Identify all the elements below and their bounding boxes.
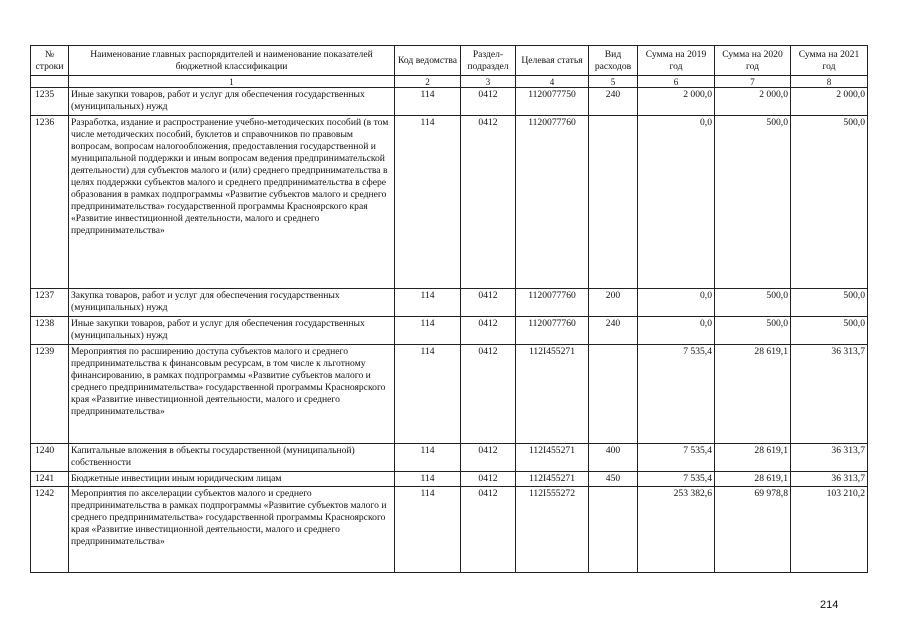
row-sum-2019: 0,0 [638, 116, 715, 289]
row-department-code: 114 [395, 444, 461, 472]
column-number: 5 [589, 76, 638, 88]
row-number: 1238 [31, 317, 69, 345]
row-expense-type: 240 [589, 88, 638, 116]
row-sum-2021: 103 210,2 [791, 487, 868, 573]
row-department-code: 114 [395, 116, 461, 289]
column-number: 3 [461, 76, 516, 88]
row-sum-2019: 0,0 [638, 317, 715, 345]
row-name: Мероприятия по акселерации субъектов малого и среднего предпринимательства в рамках подпрограммы «Развитие субъектов малого и среднего предпринимательства» государственной программы Красноярского края «Развитие инвестиционной деятельности, малого и среднего предпринимательства» [69, 487, 395, 573]
row-expense-type: 400 [589, 444, 638, 472]
row-section: 0412 [461, 345, 516, 444]
column-number: 4 [516, 76, 589, 88]
row-number: 1242 [31, 487, 69, 573]
row-expense-type: 240 [589, 317, 638, 345]
header-target-item: Целевая статья [516, 46, 589, 76]
row-section: 0412 [461, 444, 516, 472]
budget-table [30, 45, 868, 573]
row-number: 1237 [31, 289, 69, 317]
row-section: 0412 [461, 472, 516, 487]
row-sum-2019: 7 535,4 [638, 345, 715, 444]
row-sum-2020: 28 619,1 [715, 472, 791, 487]
row-sum-2020: 28 619,1 [715, 444, 791, 472]
column-number: 7 [715, 76, 791, 88]
row-expense-type: 200 [589, 289, 638, 317]
header-sum-2020: Сумма на 2020 год [715, 46, 791, 76]
row-department-code: 114 [395, 88, 461, 116]
column-number [31, 76, 69, 88]
row-sum-2021: 36 313,7 [791, 345, 868, 444]
row-sum-2020: 500,0 [715, 317, 791, 345]
row-number: 1235 [31, 88, 69, 116]
page-number: 214 [820, 599, 839, 611]
row-sum-2019: 2 000,0 [638, 88, 715, 116]
row-target-item: 1120077760 [516, 289, 589, 317]
header-sum-2021: Сумма на 2021 год [791, 46, 868, 76]
table-row [31, 317, 868, 345]
table-row [31, 88, 868, 116]
table-header-row [31, 46, 868, 76]
row-sum-2019: 253 382,6 [638, 487, 715, 573]
row-section: 0412 [461, 289, 516, 317]
header-row-number: № строки [31, 46, 69, 76]
row-number: 1241 [31, 472, 69, 487]
header-section: Раздел-подраздел [461, 46, 516, 76]
column-number: 8 [791, 76, 868, 88]
row-name: Закупка товаров, работ и услуг для обеспечения государственных (муниципальных) нужд [69, 289, 395, 317]
row-sum-2020: 500,0 [715, 289, 791, 317]
table-row [31, 487, 868, 573]
row-sum-2021: 500,0 [791, 116, 868, 289]
row-name: Мероприятия по расширению доступа субъектов малого и среднего предпринимательства к финансовым ресурсам, в том числе к льготному финансированию, в рамках подпрограммы «Развитие субъектов малого и среднего предпринимательства» государственной программы Красноярского края «Развитие инвестиционной деятельности, малого и среднего предпринимательства» [69, 345, 395, 444]
row-number: 1240 [31, 444, 69, 472]
row-name: Иные закупки товаров, работ и услуг для обеспечения государственных (муниципальных) нужд [69, 317, 395, 345]
row-name: Разработка, издание и распространение учебно-методических пособий (в том числе методических пособий, буклетов и справочников по правовым вопросам, вопросам налогообложения, предоставления государственной и муниципальной поддержки и иным вопросам ведения предпринимательской деятельности) для субъектов малого и (или) среднего предпринимательства в целях поддержки субъектов малого и среднего предпринимательства в сфере образования в рамках подпрограммы «Развитие субъектов малого и среднего предпринимательства» государственной программы Красноярского края «Развитие инвестиционной деятельности, малого и среднего предпринимательства» [69, 116, 395, 289]
column-number: 2 [395, 76, 461, 88]
row-target-item: 112I555272 [516, 487, 589, 573]
column-number: 1 [69, 76, 395, 88]
row-expense-type: 450 [589, 472, 638, 487]
row-name: Иные закупки товаров, работ и услуг для обеспечения государственных (муниципальных) нужд [69, 88, 395, 116]
row-sum-2021: 2 000,0 [791, 88, 868, 116]
row-sum-2019: 7 535,4 [638, 444, 715, 472]
row-name: Бюджетные инвестиции иным юридическим лицам [69, 472, 395, 487]
row-target-item: 112I455271 [516, 472, 589, 487]
table-row [31, 444, 868, 472]
column-number: 6 [638, 76, 715, 88]
row-section: 0412 [461, 317, 516, 345]
header-expense-type: Вид расходов [589, 46, 638, 76]
row-expense-type [589, 345, 638, 444]
row-sum-2021: 36 313,7 [791, 472, 868, 487]
row-section: 0412 [461, 88, 516, 116]
row-sum-2019: 0,0 [638, 289, 715, 317]
row-department-code: 114 [395, 317, 461, 345]
header-sum-2019: Сумма на 2019 год [638, 46, 715, 76]
row-target-item: 1120077750 [516, 88, 589, 116]
row-section: 0412 [461, 116, 516, 289]
row-department-code: 114 [395, 487, 461, 573]
row-sum-2021: 36 313,7 [791, 444, 868, 472]
row-sum-2019: 7 535,4 [638, 472, 715, 487]
row-expense-type [589, 116, 638, 289]
row-department-code: 114 [395, 345, 461, 444]
header-department-code: Код ведомства [395, 46, 461, 76]
row-number: 1239 [31, 345, 69, 444]
row-sum-2020: 2 000,0 [715, 88, 791, 116]
row-sum-2020: 28 619,1 [715, 345, 791, 444]
table-row [31, 472, 868, 487]
row-target-item: 1120077760 [516, 116, 589, 289]
row-department-code: 114 [395, 472, 461, 487]
row-number: 1236 [31, 116, 69, 289]
row-sum-2020: 69 978,8 [715, 487, 791, 573]
row-sum-2021: 500,0 [791, 289, 868, 317]
row-expense-type [589, 487, 638, 573]
row-sum-2020: 500,0 [715, 116, 791, 289]
table-row [31, 345, 868, 444]
header-name: Наименование главных распорядителей и наименование показателей бюджетной классификации [69, 46, 395, 76]
row-department-code: 114 [395, 289, 461, 317]
row-section: 0412 [461, 487, 516, 573]
table-row [31, 289, 868, 317]
column-number-row [31, 76, 868, 88]
row-target-item: 112I455271 [516, 444, 589, 472]
row-target-item: 1120077760 [516, 317, 589, 345]
row-name: Капитальные вложения в объекты государственной (муниципальной) собственности [69, 444, 395, 472]
table-row [31, 116, 868, 289]
row-sum-2021: 500,0 [791, 317, 868, 345]
row-target-item: 112I455271 [516, 345, 589, 444]
